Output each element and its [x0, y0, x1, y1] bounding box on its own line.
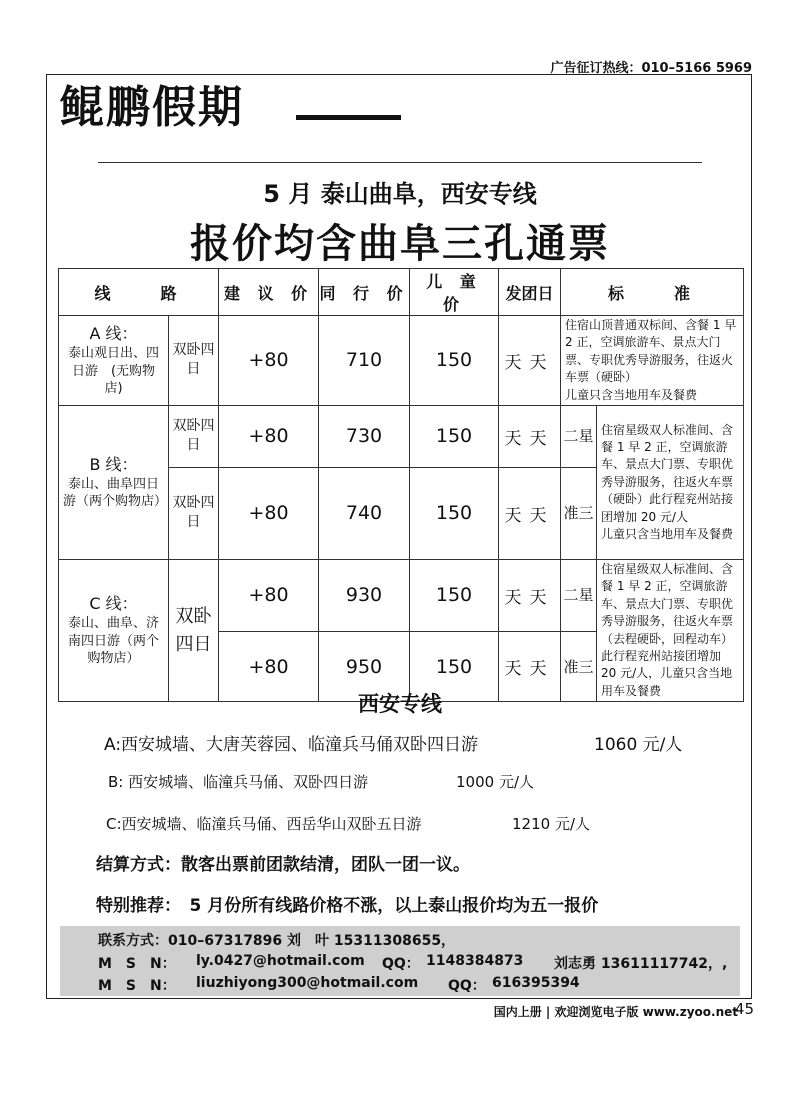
- header-peer: 同 行 价: [319, 269, 410, 316]
- qq-label-2: QQ：: [448, 978, 486, 994]
- route-a-peer: 710: [319, 316, 410, 406]
- route-c-suggest-1: +80: [219, 559, 319, 631]
- route-b-tag: B 线：: [89, 455, 138, 475]
- footer-text[interactable]: 国内上册 | 欢迎浏览电子版 www.zyoo.net: [493, 1005, 738, 1019]
- price-table: [58, 268, 744, 702]
- table-row: [59, 405, 744, 467]
- divider-rule: [98, 162, 702, 163]
- contact-person-2: 刘志勇 13611117742，,: [554, 956, 728, 972]
- route-c-suggest-2: +80: [219, 632, 319, 702]
- route-c-tag: C 线：: [89, 594, 138, 614]
- brand-dash: [296, 115, 401, 120]
- route-b-suggest-2: +80: [219, 467, 319, 559]
- route-c-days: 双卧四日: [169, 559, 219, 701]
- route-b-peer-2: 740: [319, 467, 410, 559]
- route-b-depart-1: 天天: [499, 405, 561, 467]
- header-child: 儿 童 价: [410, 269, 499, 316]
- msn-label-1: M S N：: [98, 956, 176, 972]
- table-header-row: [59, 269, 744, 316]
- special-recommendation: 特别推荐： 5 月份所有线路价格不涨，以上泰山报价均为五一报价: [96, 896, 599, 916]
- xian-route-b-price: 1000 元/人: [456, 773, 534, 791]
- route-c-child-1: 150: [410, 559, 499, 631]
- route-c-name: [59, 559, 169, 701]
- brand-title: 鲲鹏假期: [60, 82, 244, 133]
- route-b-desc: 泰山、曲阜四日游（两个购物店）: [63, 476, 168, 510]
- xian-route-c: [106, 813, 422, 834]
- route-b-depart-2: 天天: [499, 467, 561, 559]
- xian-route-b: [108, 771, 368, 792]
- header-route: 线 路: [59, 269, 219, 316]
- route-c-star-2: 准三: [561, 632, 597, 702]
- page-number: 45: [734, 1000, 754, 1018]
- route-c-child-2: 150: [410, 632, 499, 702]
- route-c-peer-2: 950: [319, 632, 410, 702]
- route-b-suggest-1: +80: [219, 405, 319, 467]
- route-a-standard-text: 住宿山顶普通双标间、含餐 1 早 2 正，空调旅游车、景点大门票、专职优秀导游服务，往返火车票（硬卧）: [565, 318, 737, 385]
- route-b-peer-1: 730: [319, 405, 410, 467]
- route-a-child: 150: [410, 316, 499, 406]
- settlement-terms: 结算方式：散客出票前团款结清，团队一团一议。: [96, 855, 470, 875]
- qq-label-1: QQ：: [382, 956, 420, 972]
- xian-route-c-text: C:西安城墙、临潼兵马俑、西岳华山双卧五日游: [106, 815, 422, 833]
- route-a-standard-child: 儿童只含当地用车及餐费: [565, 387, 698, 402]
- msn-address-1[interactable]: ly.0427@hotmail.com: [196, 953, 365, 969]
- xian-section-title: 西安专线: [358, 692, 442, 716]
- qq-number-2: 616395394: [492, 975, 580, 991]
- headline: 报价均含曲阜三孔通票: [190, 221, 610, 267]
- xian-route-a-price: 1060 元/人: [594, 735, 683, 755]
- route-a-suggest: +80: [219, 316, 319, 406]
- subtitle: 5 月 泰山曲阜，西安专线: [263, 180, 537, 208]
- contact-phones: 联系方式：010–67317896 刘 叶 15311308655，: [98, 933, 456, 949]
- route-c-desc: 泰山、曲阜、济南四日游（两个购物店）: [67, 615, 159, 667]
- qq-number-1: 1148384873: [426, 953, 524, 969]
- route-b-days-2: 双卧四日: [169, 467, 219, 559]
- route-a-desc: 泰山观日出、四日游 (无购物店): [67, 345, 159, 397]
- route-b-days-1: 双卧四日: [169, 405, 219, 467]
- table-row: [59, 316, 744, 406]
- msn-address-2[interactable]: liuzhiyong300@hotmail.com: [196, 975, 419, 991]
- route-a-standard: [561, 316, 744, 406]
- ad-hotline: 广告征订热线：010–5166 5969: [550, 61, 752, 76]
- route-c-standard: 住宿星级双人标准间、含餐 1 早 2 正，空调旅游车、景点大门票、专职优秀导游服务，往返火车票（去程硬卧，回程动车）此行程兖州站接团增加 20 元/人，儿童只含当地用车及餐费: [597, 559, 744, 701]
- header-standard: 标 准: [561, 269, 744, 316]
- route-c-depart-2: 天天: [499, 632, 561, 702]
- route-c-depart-1: 天天: [499, 559, 561, 631]
- msn-label-2: M S N：: [98, 978, 176, 994]
- route-b-star-1: 二星: [561, 405, 597, 467]
- xian-route-c-price: 1210 元/人: [512, 815, 590, 833]
- route-a-days: 双卧四日: [169, 316, 219, 406]
- route-c-star-1: 二星: [561, 559, 597, 631]
- route-a-name: [59, 316, 169, 406]
- route-b-name: [59, 405, 169, 559]
- contact-box: [60, 926, 740, 996]
- route-c-peer-1: 930: [319, 559, 410, 631]
- route-b-standard: [597, 405, 744, 559]
- xian-route-a: [104, 730, 478, 755]
- route-a-tag: A 线：: [89, 324, 138, 344]
- header-depart: 发团日: [499, 269, 561, 316]
- route-b-child-1: 150: [410, 405, 499, 467]
- xian-route-a-text: A:西安城墙、大唐芙蓉园、临潼兵马俑双卧四日游: [104, 735, 479, 755]
- route-b-child-2: 150: [410, 467, 499, 559]
- route-a-depart: 天天: [499, 316, 561, 406]
- header-suggest: 建 议 价: [219, 269, 319, 316]
- route-b-star-2: 准三: [561, 467, 597, 559]
- route-b-standard-child: 儿童只含当地用车及餐费: [601, 526, 734, 541]
- route-b-standard-text: 住宿星级双人标准间、含餐 1 早 2 正，空调旅游车、景点大门票、专职优秀导游服务，往返火车票（硬卧）此行程兖州站接团增加 20 元/人: [601, 422, 734, 524]
- table-row: [59, 559, 744, 631]
- xian-route-b-text: B: 西安城墙、临潼兵马俑、双卧四日游: [108, 773, 369, 791]
